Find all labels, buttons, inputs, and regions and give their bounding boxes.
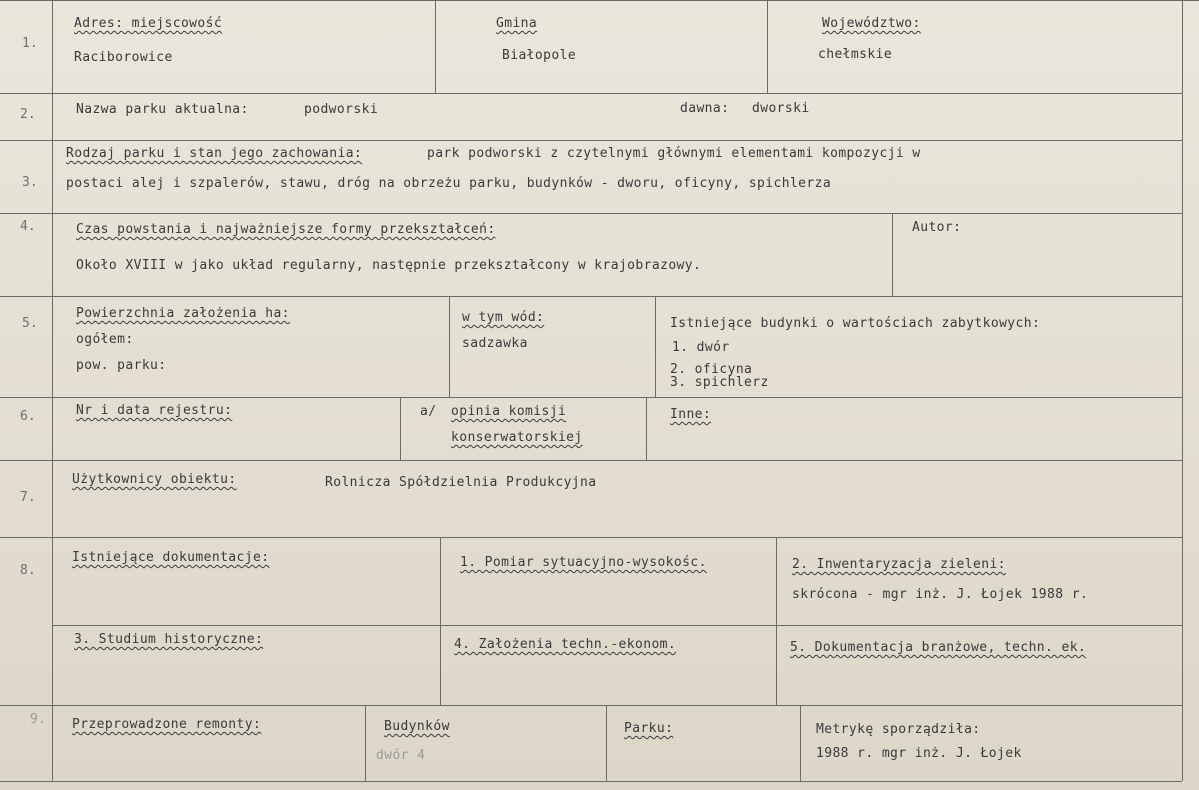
- doc-item-value: skrócona - mgr inż. J. Łojek 1988 r.: [792, 587, 1089, 602]
- doc-item: 3. Studium historyczne:: [74, 632, 264, 647]
- rule: [646, 397, 647, 460]
- users-value: Rolnicza Spółdzielnia Produkcyjna: [325, 475, 597, 490]
- rule: [776, 537, 777, 705]
- building-item: 3. spichlerz: [670, 375, 769, 390]
- other-label: Inne:: [670, 407, 712, 422]
- repairs-label: Przeprowadzone remonty:: [72, 717, 262, 732]
- address-label: Adres: miejscowość: [74, 16, 223, 31]
- rule: [435, 0, 436, 93]
- rule: [400, 397, 401, 460]
- row-number: 3.: [22, 175, 38, 190]
- rule: [52, 625, 1182, 626]
- documentation-label: Istniejące dokumentacje:: [72, 550, 270, 565]
- rule: [0, 0, 1199, 1]
- rule: [365, 705, 366, 781]
- rule: [892, 213, 893, 296]
- area-park-label: pow. parku:: [76, 358, 167, 373]
- rule: [0, 537, 1182, 538]
- doc-item: 4. Założenia techn.-ekonom.: [454, 637, 677, 652]
- repairs-park-label: Parku:: [624, 721, 674, 736]
- rule: [52, 0, 53, 781]
- rule: [0, 296, 1182, 297]
- repairs-buildings-value: dwór 4: [376, 748, 426, 763]
- opinion-label: opinia komisji: [451, 404, 567, 419]
- rule: [0, 705, 1182, 706]
- rule: [800, 705, 801, 781]
- rule: [0, 213, 1182, 214]
- rule: [0, 781, 1182, 782]
- doc-item: 5. Dokumentacja branżowe, techn. ek.: [790, 640, 1087, 655]
- buildings-label: Istniejące budynki o wartościach zabytkowych:: [670, 316, 1041, 331]
- current-name-value: podworski: [304, 102, 379, 117]
- rule: [440, 537, 441, 705]
- rule: [606, 705, 607, 781]
- old-name-value: dworski: [752, 101, 810, 116]
- origin-label: Czas powstania i najważniejsze formy przekształceń:: [76, 222, 496, 237]
- address-value: Raciborowice: [74, 50, 173, 65]
- park-type-value-2: postaci alej i szpalerów, stawu, dróg na obrzeżu parku, budynków - dworu, oficyny, spichlerza: [66, 176, 832, 191]
- rule: [655, 296, 656, 397]
- row-number: 1.: [22, 36, 38, 51]
- area-label: Powierzchnia założenia ha:: [76, 306, 290, 321]
- water-value: sadzawka: [462, 336, 528, 351]
- rule: [0, 460, 1182, 461]
- rule: [767, 0, 768, 93]
- origin-value: Około XVIII w jako układ regularny, następnie przekształcony w krajobrazowy.: [76, 258, 702, 273]
- building-item: 1. dwór: [672, 340, 730, 355]
- gmina-label: Gmina: [496, 16, 538, 31]
- opinion-label-2: konserwatorskiej: [451, 430, 583, 445]
- repairs-buildings-label: Budynków: [384, 719, 450, 734]
- rule: [0, 140, 1182, 141]
- rule: [0, 93, 1182, 94]
- park-type-value: park podworski z czytelnymi głównymi elementami kompozycji w: [427, 146, 921, 161]
- row-number: 9.: [30, 712, 46, 727]
- row-number: 2.: [20, 107, 36, 122]
- area-total-label: ogółem:: [76, 332, 134, 347]
- gmina-value: Białopole: [502, 48, 577, 63]
- author-label: Autor:: [912, 220, 962, 235]
- metric-value: 1988 r. mgr inż. J. Łojek: [816, 746, 1022, 761]
- doc-item: 1. Pomiar sytuacyjno-wysokośc.: [460, 555, 707, 570]
- rule: [449, 296, 450, 397]
- voivodeship-label: Województwo:: [822, 16, 921, 31]
- park-type-label: Rodzaj parku i stan jego zachowania:: [66, 146, 363, 161]
- opinion-prefix: a/: [420, 404, 437, 419]
- current-name-label: Nazwa parku aktualna:: [76, 102, 249, 117]
- water-label: w tym wód:: [462, 310, 545, 325]
- register-label: Nr i data rejestru:: [76, 403, 233, 418]
- users-label: Użytkownicy obiektu:: [72, 472, 237, 487]
- metric-label: Metrykę sporządziła:: [816, 722, 981, 737]
- row-number: 7.: [20, 490, 36, 505]
- rule: [0, 397, 1182, 398]
- row-number: 8.: [20, 563, 36, 578]
- voivodeship-value: chełmskie: [818, 47, 893, 62]
- row-number: 6.: [20, 409, 36, 424]
- old-name-label: dawna:: [680, 101, 730, 116]
- row-number: 5.: [22, 316, 38, 331]
- building-item: 2. oficyna: [670, 362, 753, 377]
- rule: [1182, 0, 1183, 781]
- row-number: 4.: [20, 219, 36, 234]
- doc-item: 2. Inwentaryzacja zieleni:: [792, 557, 1006, 572]
